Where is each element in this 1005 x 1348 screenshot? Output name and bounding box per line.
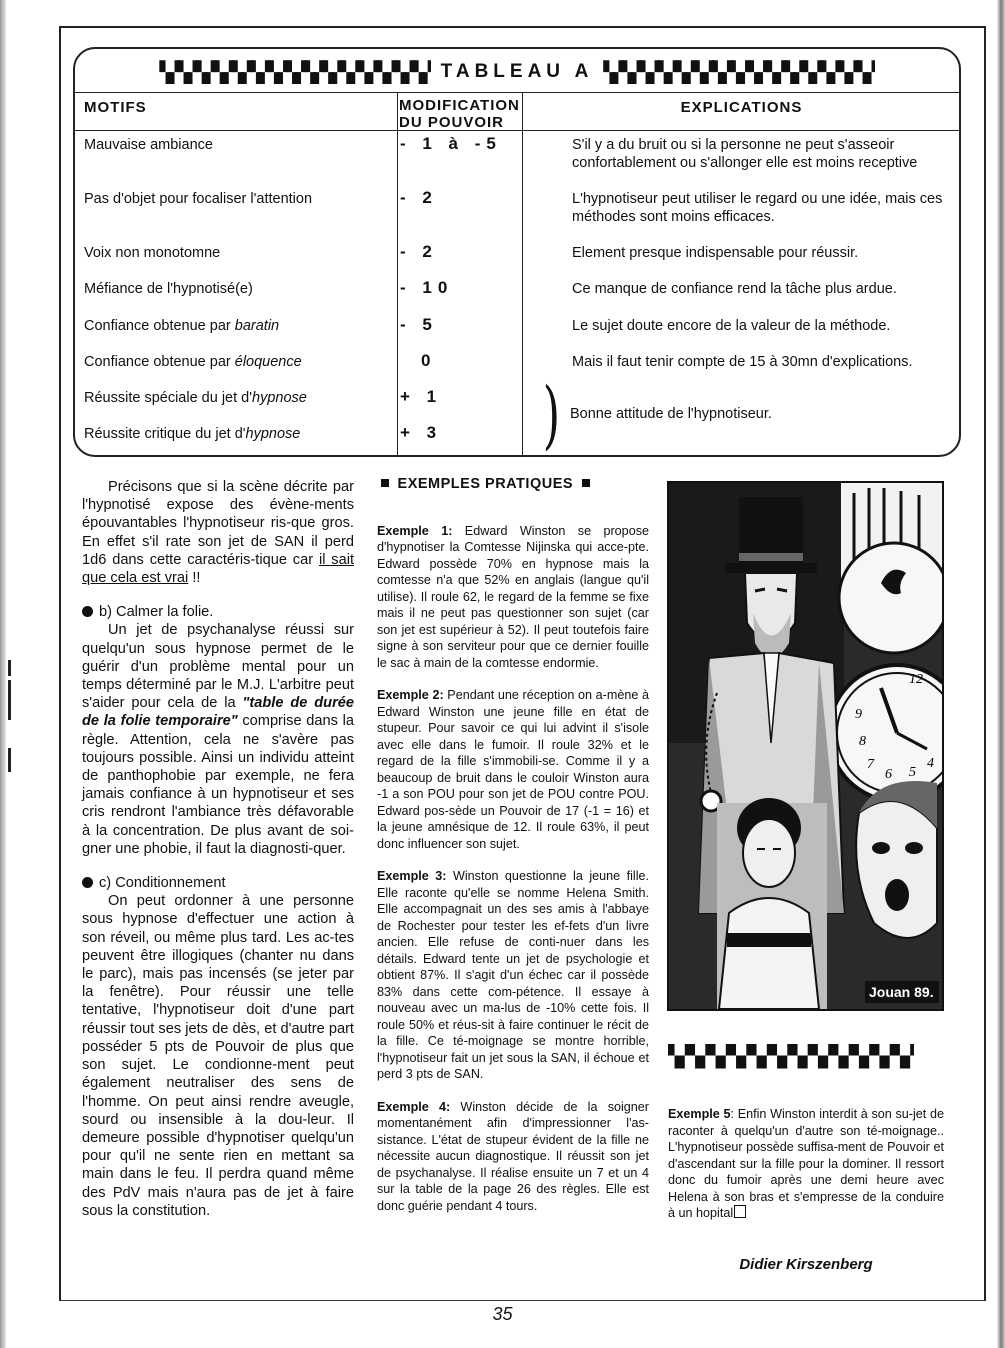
page-number: 35 bbox=[492, 1304, 513, 1324]
intro-end: !! bbox=[188, 570, 201, 587]
section-b-title: b) Calmer la folie. bbox=[99, 604, 214, 621]
modifier-cell: + 1 bbox=[400, 387, 443, 406]
examples-heading bbox=[377, 476, 649, 493]
modifier-cell: - 5 bbox=[400, 315, 438, 334]
ornament-band: ▚▞▚▞▚▞▚▞▚▞▚▞▚▞▚▞▚▞▚▞▚▞▚▞ bbox=[668, 1043, 914, 1069]
section-b-paragraph bbox=[82, 621, 354, 858]
body-column-3 bbox=[668, 1106, 944, 1222]
modifier-cell: - 2 bbox=[400, 188, 438, 207]
intro-text: Précisons que si la scène décrite par l'hypnotisé expose des évène-ments épouvantables l'hypnotiseur ris-que gros. En effet s'il rate son jet de SAN il perd 1d6 dans cette caractéris-tique car bbox=[82, 479, 354, 568]
motif-cell: Voix non monotomne bbox=[84, 245, 221, 261]
motif-text: Confiance obtenue par bbox=[84, 318, 231, 334]
tableau-title-bar bbox=[75, 55, 959, 89]
example-text: Pendant une réception on a-mène à Edward Winston une jeune fille en état de stupeur. Pour savoir ce qui lui advint il s'isole avec elle dans le fumoir. Il roule 32% et le regard de la fille s'immobili-se. Comme il y a beaucoup de bruit dans le couloir Winston aura -1 a son POU pour son jet de POU contre POU. Edward pos-sède un Pouvoir de 17 (-1 = 16) et la jeune amnésique de 12. Il roule 63%, il peut donc influencer son sujet. bbox=[377, 688, 649, 851]
brace-glyph: ) bbox=[542, 372, 561, 458]
ornament-band-right: ▚▞▚▞▚▞▚▞▚▞▚▞▚▞▚▞▚▞▚▞▚▞▚▞▚▞▚▞▚▞ bbox=[603, 60, 875, 84]
modifier-cell: - 10 bbox=[400, 278, 454, 297]
scan-mark bbox=[8, 748, 11, 772]
end-mark-icon bbox=[734, 1205, 746, 1218]
example-label: Exemple 3: bbox=[377, 869, 447, 883]
motif-cell bbox=[84, 425, 384, 443]
body-column-2 bbox=[377, 476, 649, 1230]
motif-cell: Méfiance de l'hypnotisé(e) bbox=[84, 281, 253, 297]
header-top-rule bbox=[75, 92, 959, 93]
example-label: Exemple 2: bbox=[377, 688, 444, 702]
scan-left-edge bbox=[0, 0, 6, 1348]
motif-text: Réussite spéciale du jet d' bbox=[84, 390, 253, 406]
explication-cell: Le sujet doute encore de la valeur de la méthode. bbox=[572, 318, 891, 334]
example-label: Exemple 5 bbox=[668, 1107, 731, 1121]
section-b-heading bbox=[82, 603, 354, 621]
clock-number: 4 bbox=[927, 756, 934, 771]
explication-cell: Mais il faut tenir compte de 15 à 30mn d'explications. bbox=[572, 354, 913, 370]
modifier-cell: - 1 à -5 bbox=[400, 134, 502, 153]
example-text: : Enfin Winston interdit à son su-jet de raconter à quelqu'un d'autre son té-moignage.. L'hypnotiseur possède suffisa-ment de Pouvoir et d'ascendant sur la fille pour la dominer. Il ressort donc du fumoir après une demi heure avec Helena à son bras et s'empresse de la conduire à un hopital bbox=[668, 1107, 944, 1220]
header-motifs: MOTIFS bbox=[84, 99, 147, 116]
shared-explication-cell: Bonne attitude de l'hypnotiseur. bbox=[570, 406, 772, 422]
section-c-heading bbox=[82, 874, 354, 892]
scan-mark bbox=[8, 680, 11, 720]
explication-cell: Element presque indispensable pour réussir. bbox=[572, 245, 859, 261]
clock-number: 6 bbox=[885, 767, 892, 782]
explication-cell: S'il y a du bruit ou si la personne ne peut s'asseoir confortablement ou s'allonger elle est moins receptive bbox=[572, 137, 918, 171]
intro-paragraph bbox=[82, 478, 354, 587]
motif-italic: baratin bbox=[234, 318, 280, 334]
motif-text: Réussite critique du jet d' bbox=[84, 426, 246, 442]
bullet-icon bbox=[82, 606, 93, 617]
modifier-cell: + 3 bbox=[400, 423, 443, 442]
example-text: Winston décide de la soigner momentanément afin d'impressionner l'as-sistance. L'état de stupeur évident de la fille ne nécessite aucun diagnostique. Il réussit son jet de psychanalyse. Il réalise ensuite un 7 et un 4 sur la table de la page 26 des règles. Elle est donc guérie pendant 4 tours. bbox=[377, 1099, 649, 1213]
header-modification: MODIFICATION DU POUVOIR bbox=[399, 97, 520, 131]
clock-number: 7 bbox=[867, 757, 874, 772]
example-label: Exemple 1: bbox=[377, 523, 453, 538]
clock-number: 8 bbox=[859, 734, 866, 749]
scan-right-edge bbox=[997, 0, 1005, 1348]
scan-mark bbox=[8, 660, 11, 676]
example-text: Edward Winston se propose d'hypnotiser la Comtesse Nijinska qui acce-pte. Edward possède 70% en hypnose mais la comtesse n'a que 52% en anglais (langue qu'il utilise). Il roule 62, le regard de la femme se fixe mais il ne peut pas questionner son sujet (car son jet est supérieur à 52). Il peut toutefois faire signe à son serviteur pour que ce dernier fouille le sac à main de la comtesse endormie. bbox=[377, 523, 649, 670]
example-label: Exemple 4: bbox=[377, 1099, 451, 1114]
example-text: Winston questionne la jeune fille. Elle raconte qu'elle se nomme Helena Smith. Elle accompagnait un des ses amis à l'abbaye de Rochester pour tester les ef-fets d'un livre ancien. Elle refuse de conti-nuer dans les détails. Edward tente un jet de psychologie et obtient 87%. Il s'agit d'un échec car il possède 83% dans cette com-pétence. Il essaye à nouveau avec un ma-lus de -10% cette fois. Il roule 50% et réus-sit à faire continuer le récit de la fille. Ce té-moignage se montre horrible, l'hypnotiseur fait un jet sous la SAN, il échoue et perd 3 pts de SAN. bbox=[377, 869, 650, 1081]
motif-italic: hypnose bbox=[245, 426, 301, 442]
motif-text: Confiance obtenue par bbox=[84, 354, 231, 370]
ornament-band-left: ▚▞▚▞▚▞▚▞▚▞▚▞▚▞▚▞▚▞▚▞▚▞▚▞▚▞▚▞▚▞ bbox=[159, 60, 431, 84]
motif-cell: Mauvaise ambiance bbox=[84, 137, 213, 153]
tableau-a bbox=[73, 47, 961, 457]
section-c-title: c) Conditionnement bbox=[99, 875, 226, 892]
modifier-cell: - 2 bbox=[400, 242, 438, 261]
header-explications: EXPLICATIONS bbox=[680, 99, 803, 116]
motif-italic: éloquence bbox=[234, 354, 302, 370]
square-icon bbox=[582, 479, 590, 487]
author-signature: Didier Kirszenberg bbox=[739, 1256, 873, 1273]
column-divider-2 bbox=[522, 92, 523, 457]
explication-cell: Ce manque de confiance rend la tâche plus ardue. bbox=[572, 281, 897, 297]
section-b-text: comprise dans la règle. Attention, cela ne s'avère pas toujours possible. Ainsi un individu atteint de panthophobie par exemple, ne fera jamais confiance à un hypnotiseur et ses cris rendront l'ambiance très défavorable à la concentration. De plus avant de soi-gner une phobie, il faut la diagnosti-quer. bbox=[82, 713, 354, 857]
explication-cell: L'hypnotiseur peut utiliser le regard ou une idée, mais ces méthodes sont moins efficaces. bbox=[572, 191, 943, 225]
motif-cell bbox=[84, 353, 384, 371]
body-column-1 bbox=[82, 478, 354, 1220]
example-1 bbox=[377, 523, 649, 672]
examples-title: EXEMPLES PRATIQUES bbox=[397, 476, 574, 492]
clock-number: 5 bbox=[909, 765, 916, 780]
example-5 bbox=[668, 1106, 944, 1222]
motif-cell bbox=[84, 389, 384, 407]
hypnosis-illustration bbox=[669, 483, 942, 1009]
example-3 bbox=[377, 868, 649, 1083]
tableau-title: TABLEAU A bbox=[440, 61, 594, 82]
modifier-cell: 0 bbox=[421, 351, 437, 370]
artist-signature: Jouan 89. bbox=[869, 984, 934, 1000]
section-b-italic: "table de durée de la folie temporaire" bbox=[82, 695, 354, 730]
clock-number: 12 bbox=[909, 672, 923, 687]
column-divider-1 bbox=[397, 92, 398, 457]
example-4 bbox=[377, 1099, 649, 1215]
motif-cell: Pas d'objet pour focaliser l'attention bbox=[84, 191, 313, 207]
section-b-text: Un jet de psychanalyse réussi sur quelqu'un sous hypnose permet de le guérir d'un problème mental pour un temps déterminé par le M.J. L'arbitre peut s'aider pour cela de la bbox=[82, 622, 354, 712]
intro-underlined: il sait que cela est vrai bbox=[82, 551, 355, 587]
ornament-band-column-3 bbox=[668, 1043, 944, 1069]
bullet-icon bbox=[82, 877, 93, 888]
motif-italic: hypnose bbox=[252, 390, 307, 406]
clock-number: 9 bbox=[855, 707, 862, 722]
example-2 bbox=[377, 687, 649, 852]
motif-cell bbox=[84, 317, 384, 335]
square-icon bbox=[381, 479, 389, 487]
section-c-paragraph: On peut ordonner à une personne sous hypnose d'effectuer une action à son réveil, ou même plus tard. Les ac-tes peuvent être illogiques (chanter nu dans le parc), mais pas incensés (se jeter par la fenêtre). Pour réussir une telle tentative, l'hypnotiseur doit d'une part réussir tout ses jets de dès, et d'autre part posséder 5 pts de Pouvoir de plus que son sujet. Le condionne-ment peut également neutraliser des sens de l'homme. On peut ainsi rendre aveugle, sourd ou insensible à la dou-leur. Il demeure possible d'hypnotiser quelqu'un pour qu'il ne sente rien en mettant sa main dans le feu. Il perdra quand même des PdV mais n'aura pas de jet à faire sous la constitution. bbox=[82, 893, 354, 1219]
illustration bbox=[667, 481, 944, 1011]
